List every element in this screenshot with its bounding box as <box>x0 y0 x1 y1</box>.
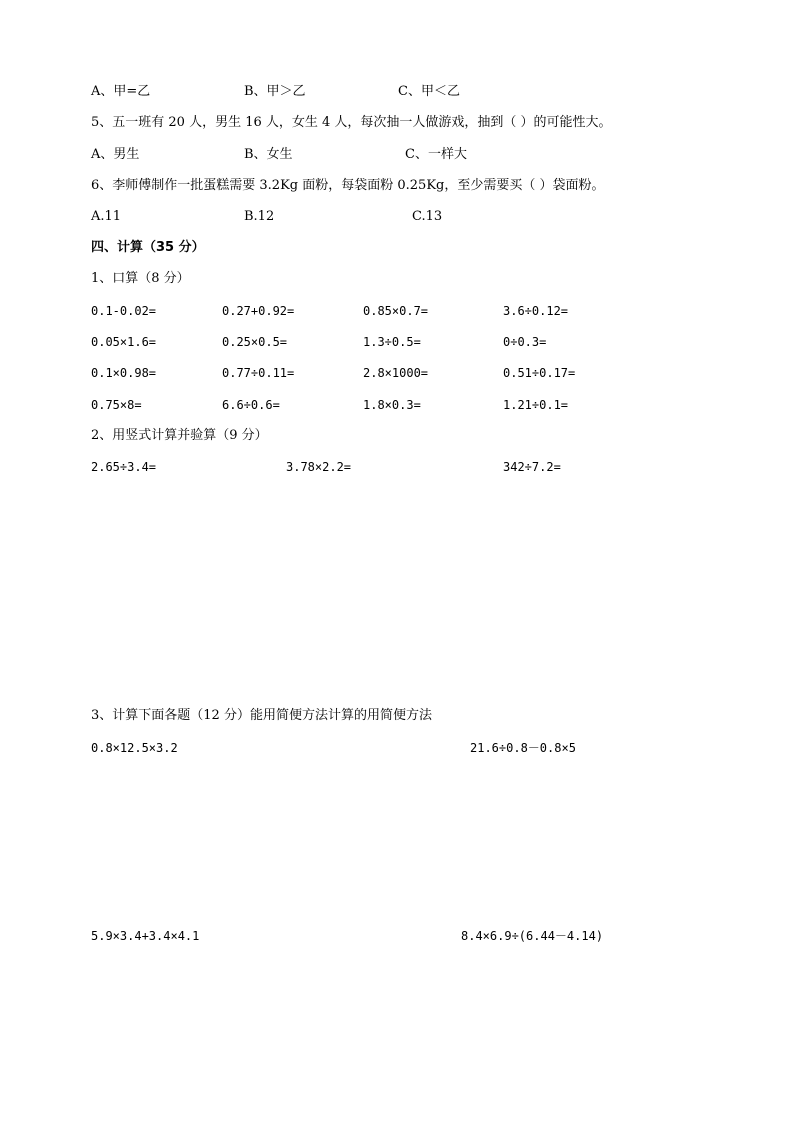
mental-calc-r2-c3: 1.3÷0.5= <box>363 335 421 349</box>
mental-calc-r1-c3: 0.85×0.7= <box>363 304 429 318</box>
vertical-calc-3: 342÷7.2= <box>503 460 561 474</box>
q5-question: 5、五一班有 20 人，男生 16 人，女生 4 人，每次抽一人做游戏，抽到（ ）的可能性大。 <box>91 115 612 130</box>
q4-option-a: A、甲=乙 <box>91 84 151 99</box>
q5-option-b: B、女生 <box>244 147 293 162</box>
q6-option-a: A.11 <box>91 209 122 224</box>
q6-question: 6、李师傅制作一批蛋糕需要 3.2Kg 面粉，每袋面粉 0.25Kg，至少需要买（ ）袋面粉。 <box>91 178 605 193</box>
mental-calc-r4-c4: 1.21÷0.1= <box>503 398 569 412</box>
part-3-title: 3、计算下面各题（12 分）能用简便方法计算的用简便方法 <box>91 708 432 723</box>
mental-calc-r1-c4: 3.6÷0.12= <box>503 304 569 318</box>
mental-calc-r2-c4: 0÷0.3= <box>503 335 547 349</box>
simplify-calc-2: 21.6÷0.8－0.8×5 <box>470 741 576 755</box>
simplify-calc-1: 0.8×12.5×3.2 <box>91 741 178 755</box>
q6-option-b: B.12 <box>244 209 275 224</box>
mental-calc-r3-c3: 2.8×1000= <box>363 366 429 380</box>
q5-option-a: A、男生 <box>91 147 140 162</box>
vertical-calc-2: 3.78×2.2= <box>286 460 352 474</box>
part-2-title: 2、用竖式计算并验算（9 分） <box>91 428 268 443</box>
mental-calc-r2-c2: 0.25×0.5= <box>222 335 288 349</box>
mental-calc-r2-c1: 0.05×1.6= <box>91 335 157 349</box>
mental-calc-r3-c2: 0.77÷0.11= <box>222 366 295 380</box>
mental-calc-r3-c4: 0.51÷0.17= <box>503 366 576 380</box>
mental-calc-r4-c1: 0.75×8= <box>91 398 142 412</box>
mental-calc-r4-c3: 1.8×0.3= <box>363 398 421 412</box>
q5-option-c: C、一样大 <box>405 147 467 162</box>
vertical-calc-1: 2.65÷3.4= <box>91 460 157 474</box>
q4-option-b: B、甲＞乙 <box>244 84 306 99</box>
mental-calc-r3-c1: 0.1×0.98= <box>91 366 157 380</box>
mental-calc-r1-c2: 0.27+0.92= <box>222 304 295 318</box>
section-4-title: 四、计算（35 分） <box>91 240 205 255</box>
q4-option-c: C、甲＜乙 <box>398 84 460 99</box>
q6-option-c: C.13 <box>412 209 443 224</box>
simplify-calc-3: 5.9×3.4+3.4×4.1 <box>91 929 200 943</box>
mental-calc-r1-c1: 0.1-0.02= <box>91 304 157 318</box>
part-1-title: 1、口算（8 分） <box>91 271 190 286</box>
mental-calc-r4-c2: 6.6÷0.6= <box>222 398 280 412</box>
simplify-calc-4: 8.4×6.9÷(6.44－4.14) <box>461 929 604 943</box>
